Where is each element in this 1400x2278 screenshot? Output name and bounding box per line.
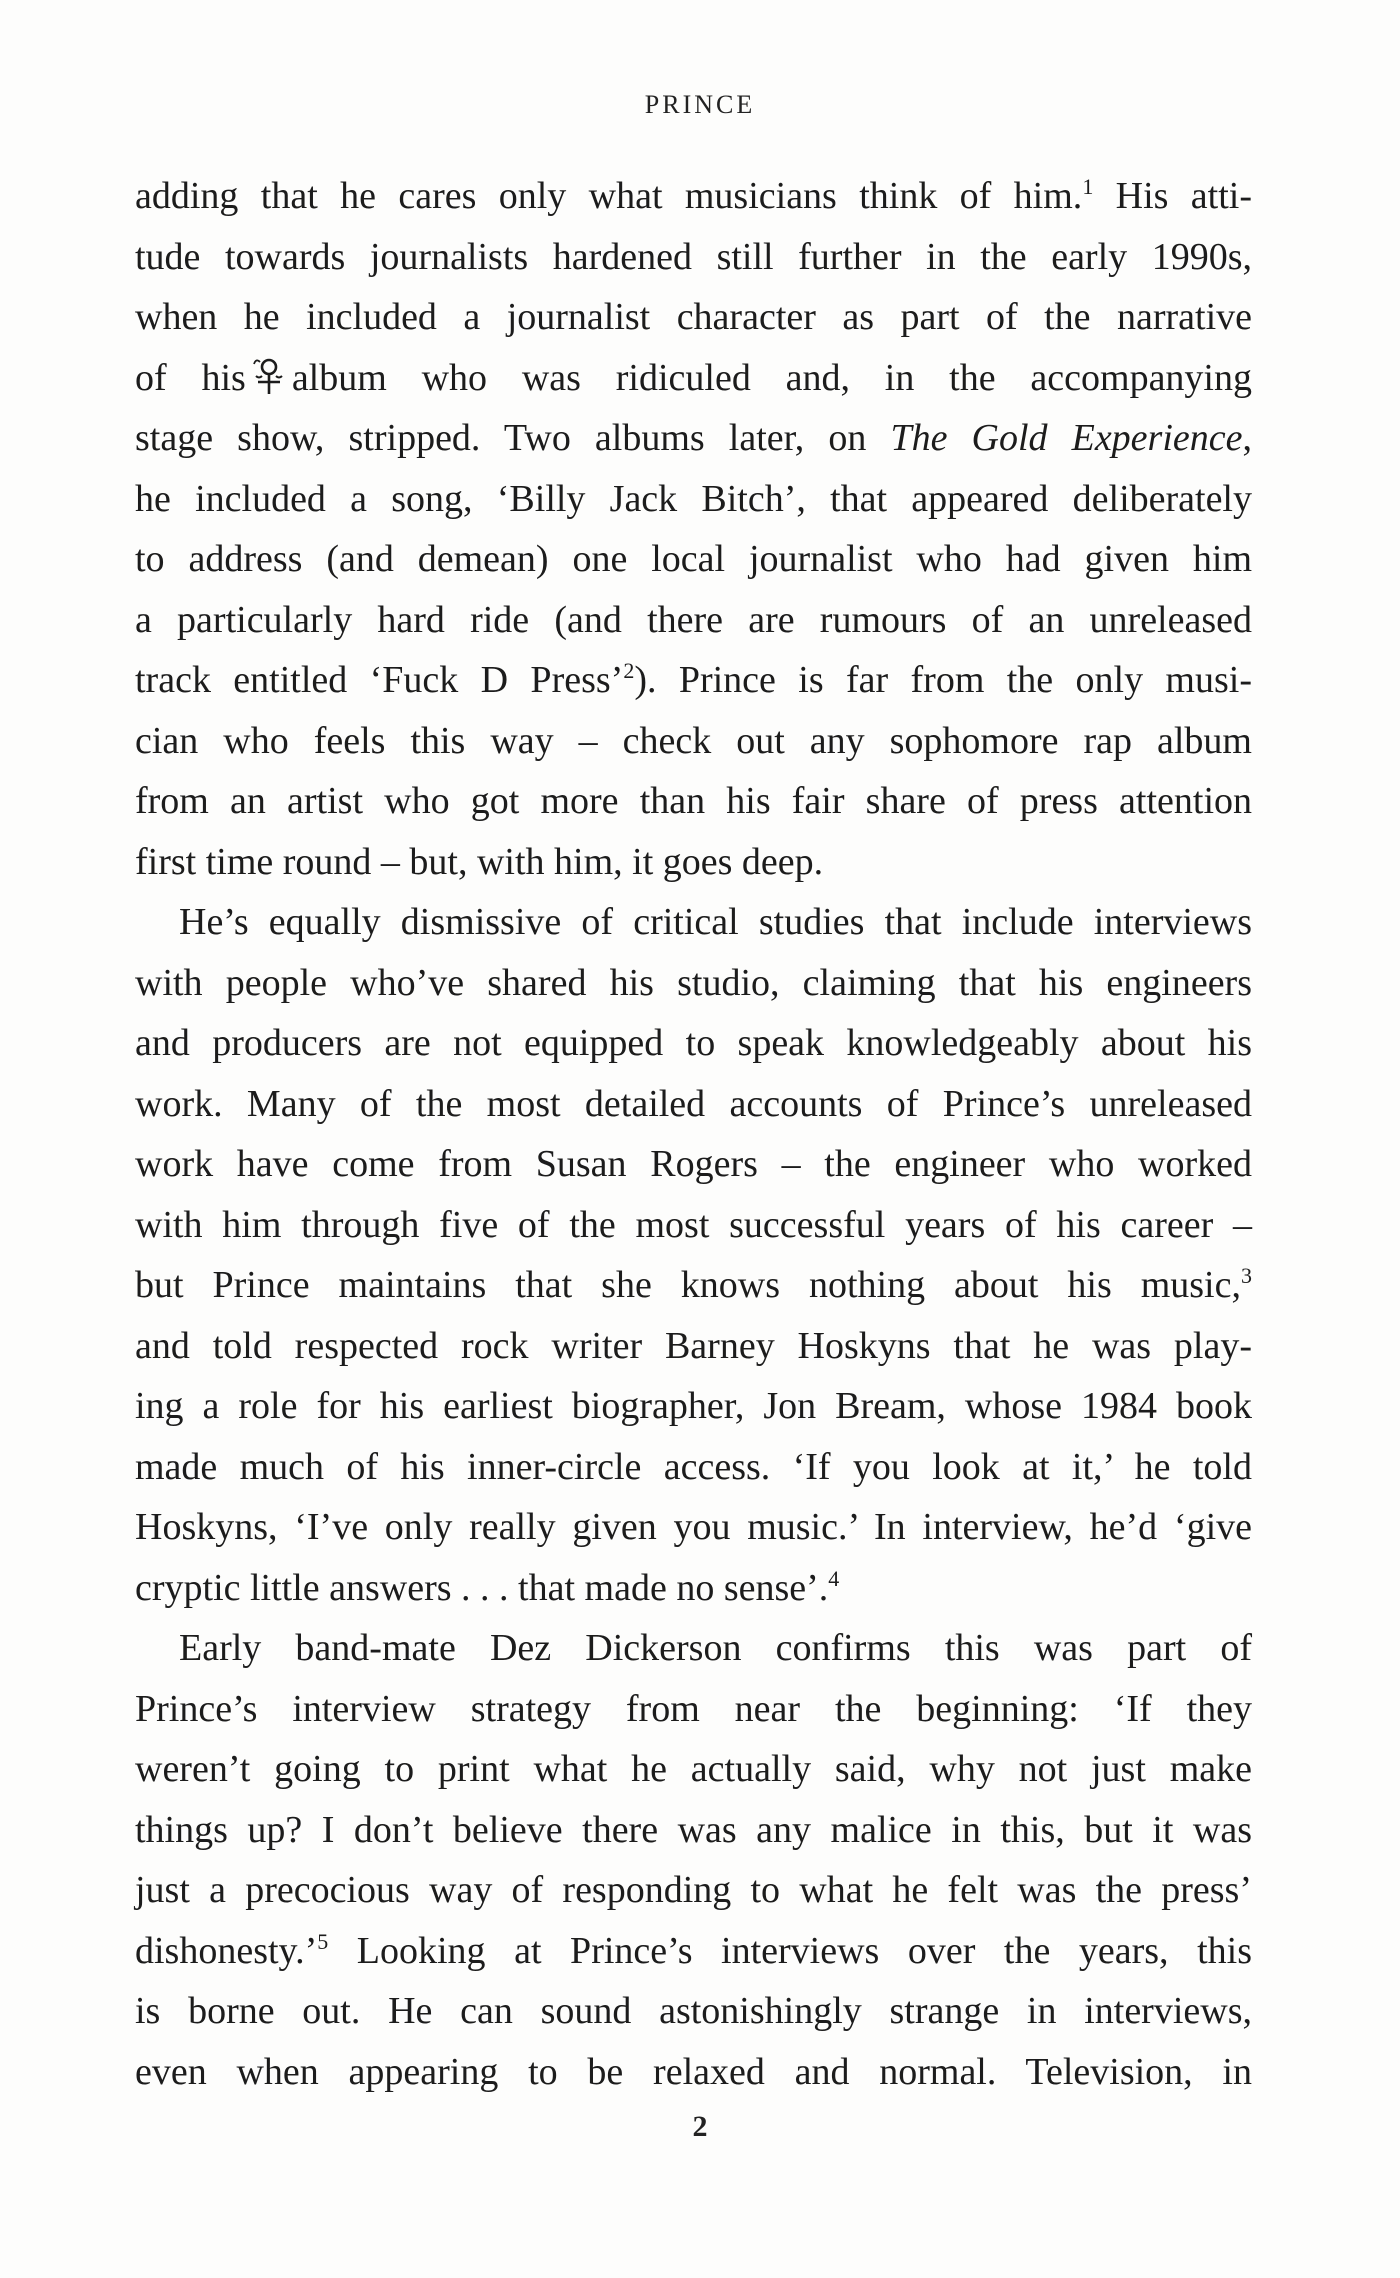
text-line: to address (and demean) one local journalist who had given him <box>135 538 1252 580</box>
text-line: with him through five of the most successful years of his career – <box>135 1203 1252 1246</box>
page-number: 2 <box>692 2110 708 2143</box>
text-line: made much of his inner-circle access. ‘If you look at it,’ he told <box>135 1445 1252 1488</box>
text-line: even when appearing to be relaxed and normal. Television, in <box>135 2050 1252 2093</box>
text-line: with people who’ve shared his studio, claiming that his engineers <box>135 961 1252 1004</box>
text-line: first time round – but, with him, it goes deep. <box>135 840 824 883</box>
footnote-marker[interactable]: 1 <box>1082 174 1094 199</box>
footnote-marker[interactable]: 2 <box>623 658 635 683</box>
footnote-marker[interactable]: 5 <box>317 1928 329 1954</box>
text-line: cian who feels this way – check out any sophomore rap album <box>135 719 1252 762</box>
text-line: ing a role for his earliest biographer, Jon Bream, whose 1984 book <box>135 1385 1252 1427</box>
text-line: just a precocious way of responding to what he felt was the press’ <box>135 1869 1252 1911</box>
text-line: track entitled ‘Fuck D Press’$^2$). Prince is far from the only musi- <box>135 658 1252 701</box>
text-line: from an artist who got more than his fair share of press attention <box>135 780 1252 822</box>
text-line: a particularly hard ride (and there are rumours of an unreleased <box>135 598 1252 641</box>
text-line: he included a song, ‘Billy Jack Bitch’, that appeared deliberately <box>135 477 1252 520</box>
running-head: PRINCE <box>644 90 756 119</box>
text-line: cryptic little answers . . . that made no sense’.$^4$ <box>135 1565 840 1609</box>
text-line: and told respected rock writer Barney Hoskyns that he was play- <box>135 1324 1252 1367</box>
album-title: The Gold Experience <box>890 417 1243 459</box>
footnote-marker[interactable]: 4 <box>828 1565 840 1591</box>
text-line: Early band-mate Dez Dickerson confirms this was part of <box>179 1627 1252 1669</box>
text-line: and producers are not equipped to speak knowledgeably about his <box>135 1022 1252 1064</box>
text-line: when he included a journalist character as part of the narrative <box>135 296 1252 338</box>
text-line: work. Many of the most detailed accounts of Prince’s unreleased <box>135 1082 1252 1125</box>
text-line: stage show, stripped. Two albums later, on The Gold Experience, <box>135 417 1252 459</box>
text-line: but Prince maintains that she knows nothing about his music,$^3$ <box>135 1263 1252 1306</box>
love-symbol-icon <box>252 356 286 396</box>
text-line: dishonesty.’$^5$ Looking at Prince’s interviews over the years, this <box>135 1928 1252 1972</box>
text-line: work have come from Susan Rogers – the engineer who worked <box>135 1143 1252 1185</box>
text-line: tude towards journalists hardened still further in the early 1990s, <box>135 235 1252 278</box>
footnote-marker[interactable]: 3 <box>1241 1263 1252 1288</box>
body-text <box>135 166 1252 2102</box>
text-line: of his album who was ridiculed and, in the accompanying <box>135 356 1252 399</box>
text-line: Hoskyns, ‘I’ve only really given you music.’ In interview, he’d ‘give <box>135 1506 1252 1548</box>
text-line: Prince’s interview strategy from near the beginning: ‘If they <box>135 1687 1252 1730</box>
text-line: adding that he cares only what musicians think of him.$^1$ His atti- <box>135 174 1253 217</box>
text-line: weren’t going to print what he actually said, why not just make <box>135 1748 1252 1790</box>
text-line: things up? I don’t believe there was any malice in this, but it was <box>135 1808 1252 1851</box>
text-line: is borne out. He can sound astonishingly strange in interviews, <box>135 1990 1252 2032</box>
text-line: He’s equally dismissive of critical studies that include interviews <box>179 901 1252 943</box>
